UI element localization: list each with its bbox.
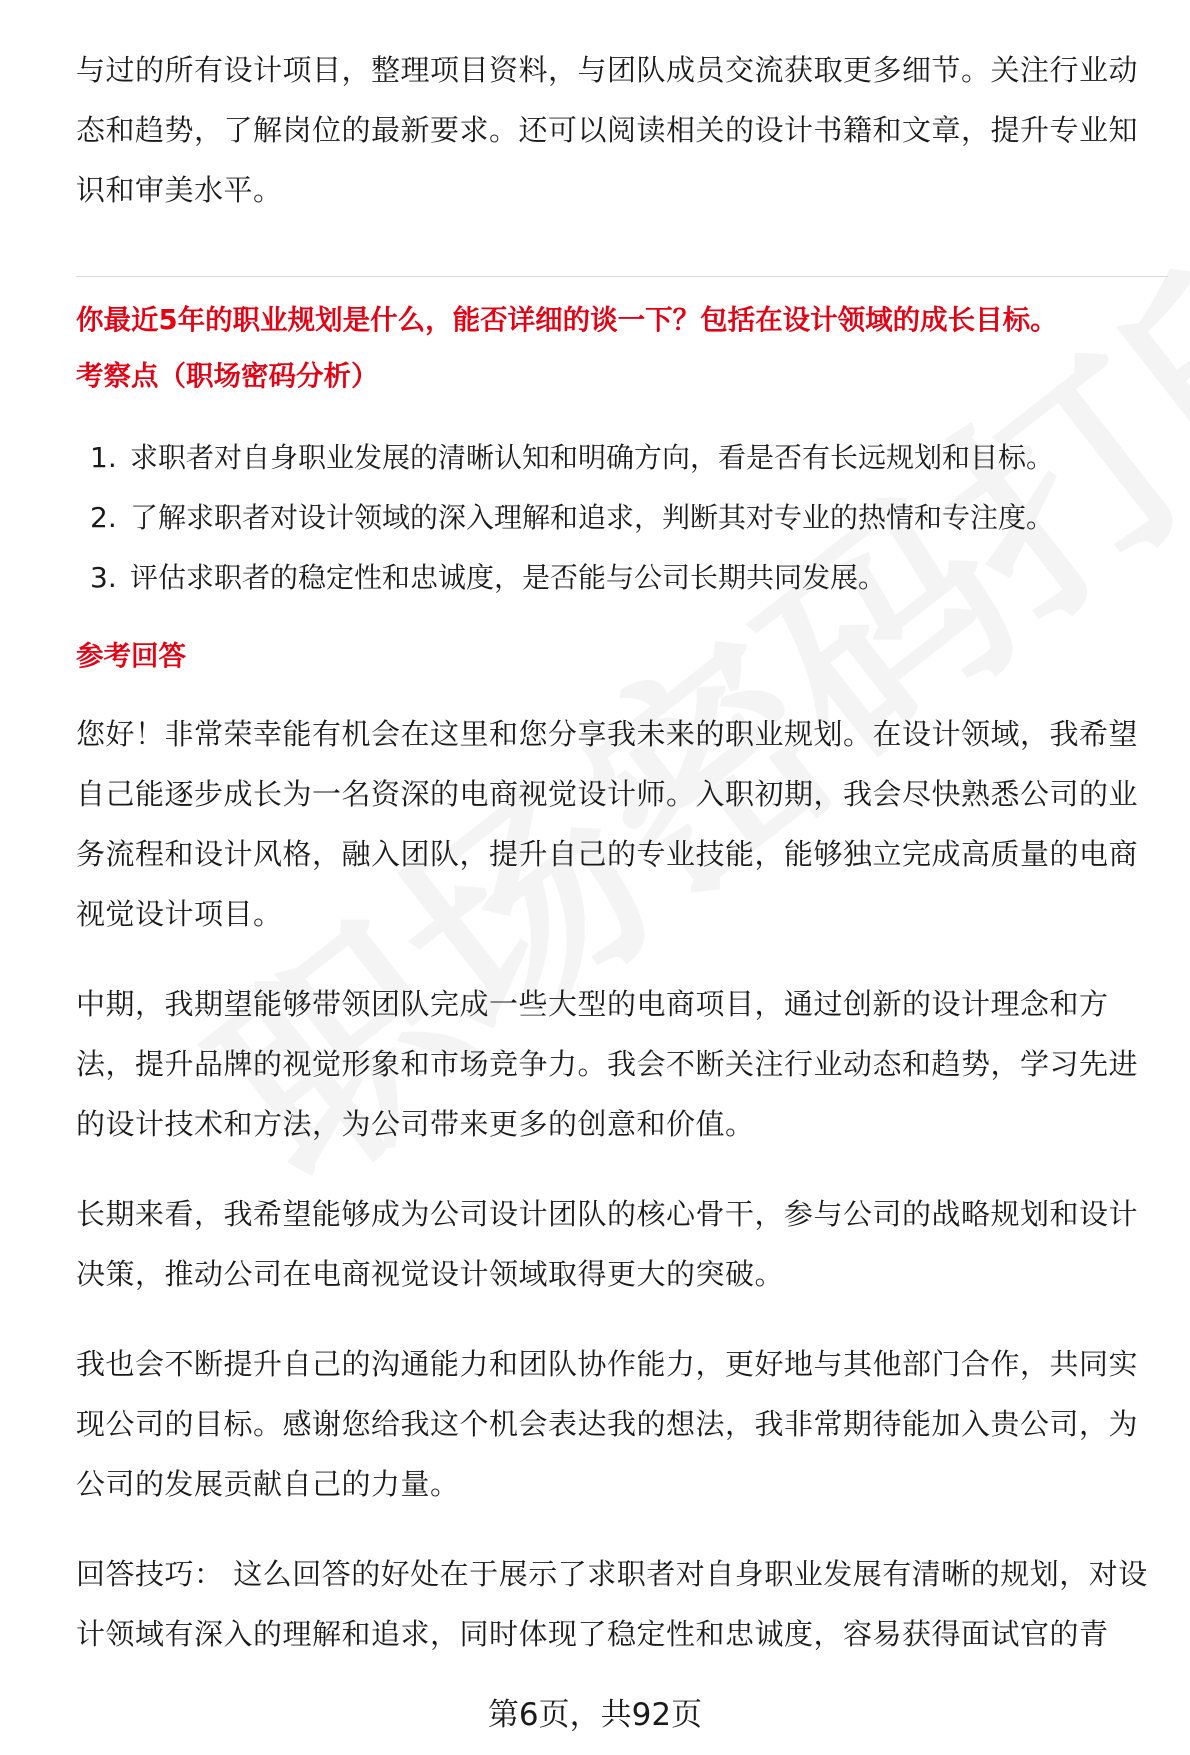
answer-paragraph-2 bbox=[76, 974, 1166, 1154]
focus-points-list bbox=[76, 428, 1166, 608]
paragraph-text: 中期，我期望能够带领团队完成一些大型的电商项目，通过创新的设计理念和方法，提升品牌的视觉形象和市场竞争力。我会不断关注行业动态和趋势，学习先进的设计技术和方法，为公司带来更多的创意和价值。 bbox=[76, 987, 1139, 1141]
focus-heading: 考察点（职场密码分析） bbox=[76, 360, 379, 392]
paragraph-text: 长期来看，我希望能够成为公司设计团队的核心骨干，参与公司的战略规划和设计决策，推动公司在电商视觉设计领域取得更大的突破。 bbox=[76, 1197, 1139, 1291]
paragraph-text: 您好！非常荣幸能有机会在这里和您分享我未来的职业规划。在设计领域，我希望自己能逐步成长为一名资深的电商视觉设计师。入职初期，我会尽快熟悉公司的业务流程和设计风格，融入团队，提升自己的专业技能，能够独立完成高质量的电商视觉设计项目。 bbox=[76, 717, 1139, 931]
answer-paragraph-1 bbox=[76, 704, 1166, 944]
answer-paragraph-3 bbox=[76, 1184, 1166, 1304]
list-item-number: 1. bbox=[90, 441, 117, 474]
intro-paragraph: 与过的所有设计项目，整理项目资料，与团队成员交流获取更多细节。关注行业动态和趋势，了解岗位的最新要求。还可以阅读相关的设计书籍和文章，提升专业知识和审美水平。 bbox=[76, 53, 1139, 207]
paragraph-text: 回答技巧： 这么回答的好处在于展示了求职者对自身职业发展有清晰的规划，对设计领域有深入的理解和追求，同时体现了稳定性和忠诚度，容易获得面试官的青 bbox=[76, 1557, 1148, 1651]
list-item bbox=[76, 488, 1166, 548]
list-item-text: 求职者对自身职业发展的清晰认知和明确方向，看是否有长远规划和目标。 bbox=[130, 441, 1055, 474]
intro-section bbox=[76, 40, 1166, 220]
list-item-number: 3. bbox=[90, 561, 117, 594]
page-number-footer: 第6页，共92页 bbox=[487, 1697, 703, 1733]
list-item-text: 评估求职者的稳定性和忠诚度，是否能与公司长期共同发展。 bbox=[130, 561, 887, 594]
answer-heading: 参考回答 bbox=[76, 640, 186, 672]
list-item bbox=[76, 428, 1166, 488]
list-item-text: 了解求职者对设计领域的深入理解和追求，判断其对专业的热情和专注度。 bbox=[130, 501, 1055, 534]
answer-tips bbox=[76, 1544, 1166, 1664]
list-item bbox=[76, 548, 1166, 608]
question-heading: 你最近5年的职业规划是什么，能否详细的谈一下？包括在设计领域的成长目标。 bbox=[76, 304, 1058, 336]
list-item-number: 2. bbox=[90, 501, 117, 534]
answer-paragraph-4 bbox=[76, 1334, 1166, 1514]
paragraph-text: 我也会不断提升自己的沟通能力和团队协作能力，更好地与其他部门合作，共同实现公司的目标。感谢您给我这个机会表达我的想法，我非常期待能加入贵公司，为公司的发展贡献自己的力量。 bbox=[76, 1347, 1139, 1501]
section-divider bbox=[76, 276, 1168, 277]
